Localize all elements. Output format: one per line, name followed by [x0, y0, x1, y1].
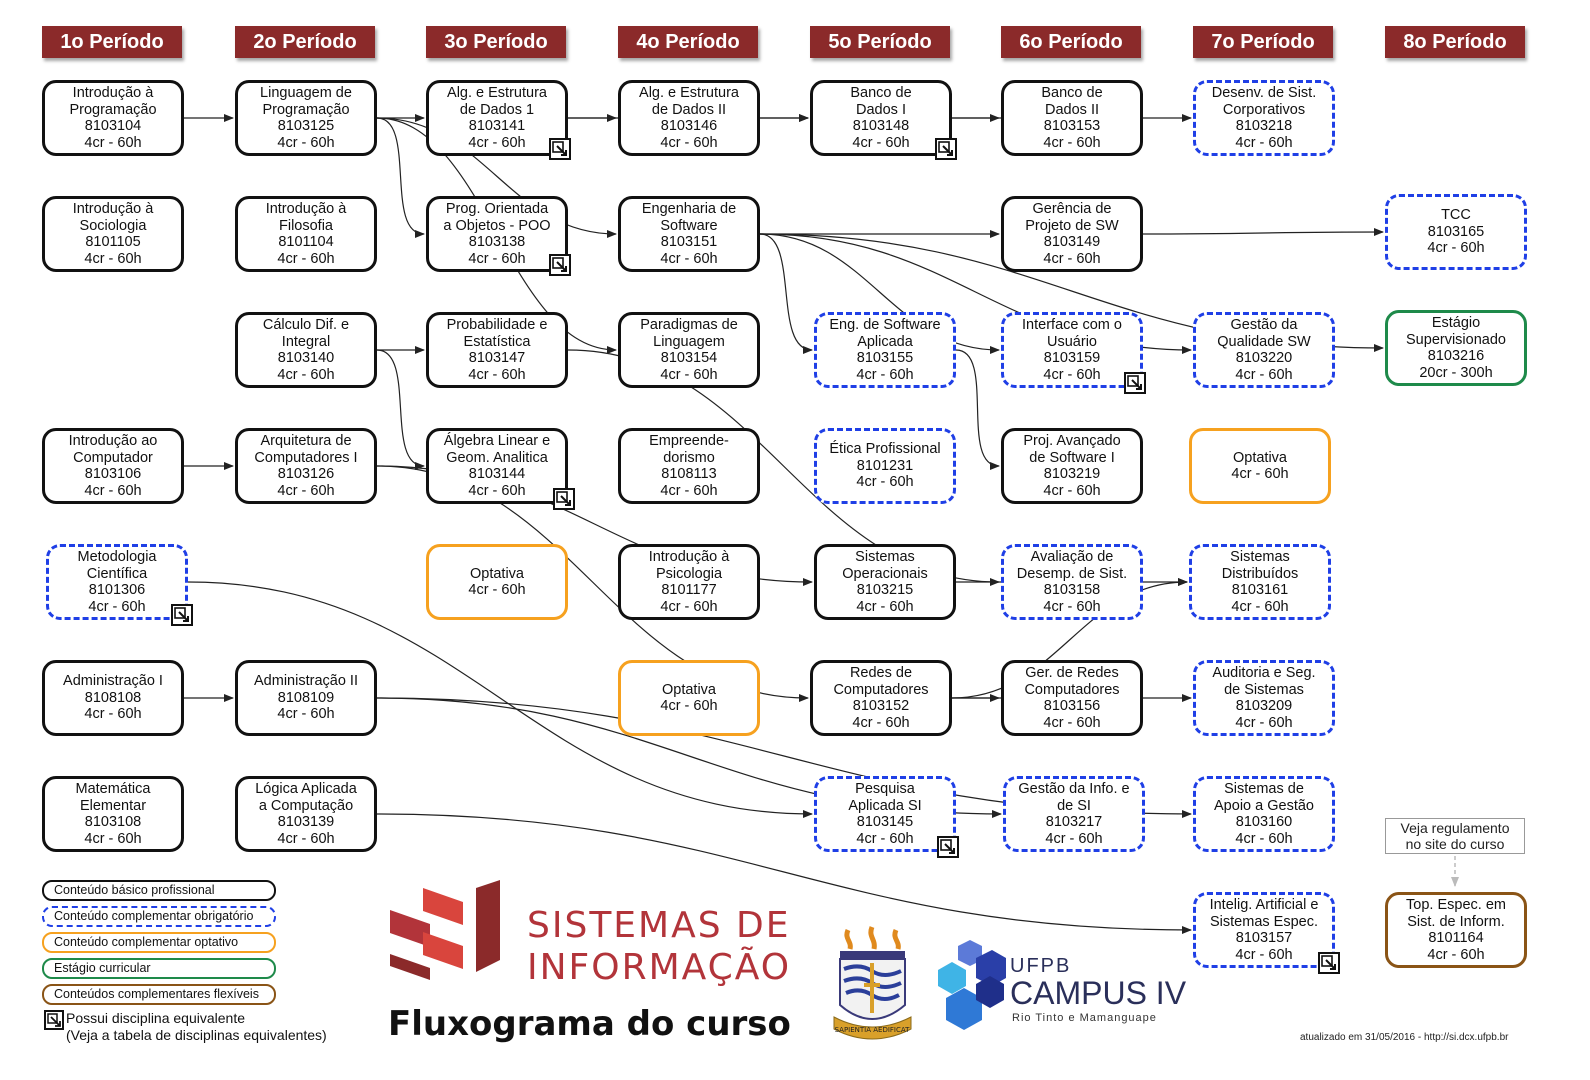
campus-subtitle: Rio Tinto e Mamanguape [1012, 1012, 1157, 1024]
course-label: Alg. e Estrutura de Dados II 8103146 4cr - 60h [639, 85, 739, 151]
course-8103108[interactable] [42, 776, 184, 852]
campus-ufpb: UFPB [1010, 955, 1072, 977]
course-8103139[interactable] [235, 776, 377, 852]
prerequisite-edge [377, 118, 424, 234]
course-8103149[interactable] [1001, 196, 1143, 272]
course-label: Sistemas Operacionais 8103215 4cr - 60h [842, 549, 928, 615]
equivalence-glyph [173, 606, 191, 624]
equivalence-icon [935, 138, 957, 160]
course-label: Optativa 4cr - 60h [1231, 449, 1289, 482]
course-8103154[interactable] [618, 312, 760, 388]
course-label: Probabilidade e Estatística 8103147 4cr - 60h [446, 317, 548, 383]
legend-flexible: Conteúdos complementares flexíveis [42, 984, 276, 1005]
course-8103219[interactable] [1001, 428, 1143, 504]
course-8103144[interactable] [426, 428, 568, 504]
course-8103152[interactable] [810, 660, 952, 736]
course-label: Lógica Aplicada a Computação 8103139 4cr - 60h [255, 781, 357, 847]
updated-footer: atualizado em 31/05/2016 - http://si.dcx.ufpb.br [1300, 1032, 1509, 1043]
course-label: Pesquisa Aplicada SI 8103145 4cr - 60h [848, 781, 922, 847]
period-header-5: 5o Período [810, 26, 950, 58]
brand-name-line2: INFORMAÇÃO [527, 947, 792, 988]
course-8108113[interactable] [618, 428, 760, 504]
course-8103165[interactable] [1385, 194, 1527, 270]
equivalence-glyph [1126, 374, 1144, 392]
course-label: Introdução ao Computador 8103106 4cr - 60h [68, 433, 158, 499]
period-header-1: 1o Período [42, 26, 182, 58]
course-8101231[interactable] [814, 428, 956, 504]
course-8103141[interactable] [426, 80, 568, 156]
course-8103217[interactable] [1003, 776, 1145, 852]
course-label: Estágio Supervisionado 8103216 20cr - 300h [1406, 315, 1506, 381]
equivalence-icon [553, 488, 575, 510]
course-label: Gestão da Info. e de SI 8103217 4cr - 60h [1018, 781, 1130, 847]
course-label: Administração II 8108109 4cr - 60h [254, 673, 358, 723]
course-8103161[interactable] [1189, 544, 1331, 620]
course-label: Intelig. Artificial e Sistemas Espec. 8103157 4cr - 60h [1209, 897, 1319, 963]
course-label: Interface com o Usuário 8103159 4cr - 60h [1022, 317, 1122, 383]
course-8103104[interactable] [42, 80, 184, 156]
course-8103125[interactable] [235, 80, 377, 156]
course-label: Top. Espec. em Sist. de Inform. 8101164 4cr - 60h [1406, 897, 1506, 963]
campus-iv-logo-icon [936, 940, 1008, 1035]
course-optativa-3[interactable] [426, 544, 568, 620]
legend-basic: Conteúdo básico profissional [42, 880, 276, 901]
course-label: Redes de Computadores 8103152 4cr - 60h [833, 665, 929, 731]
course-8101105[interactable] [42, 196, 184, 272]
period-header-2: 2o Período [235, 26, 375, 58]
period-header-3: 3o Período [426, 26, 566, 58]
legend-note-line2: (Veja a tabela de disciplinas equivalentes) [66, 1027, 327, 1043]
legend-complementary: Conteúdo complementar obrigatório [42, 906, 276, 927]
ufpb-seal-icon [830, 925, 915, 1050]
course-label: Ética Profissional 8101231 4cr - 60h [829, 441, 941, 491]
course-8103220[interactable] [1193, 312, 1335, 388]
course-label: Avaliação de Desemp. de Sist. 8103158 4cr - 60h [1016, 549, 1128, 615]
equivalence-glyph [551, 256, 569, 274]
prerequisite-edge [377, 350, 424, 466]
course-8101306[interactable] [46, 544, 188, 620]
campus-name: CAMPUS IV [1010, 975, 1187, 1011]
course-8101104[interactable] [235, 196, 377, 272]
course-label: Banco de Dados II 8103153 4cr - 60h [1041, 85, 1103, 151]
equivalence-icon [171, 604, 193, 626]
course-8103218[interactable] [1193, 80, 1335, 156]
course-optativa-7[interactable] [1189, 428, 1331, 504]
si-logo-icon [388, 880, 518, 990]
prerequisite-edge [760, 234, 812, 350]
course-8103159[interactable] [1001, 312, 1143, 388]
course-8103158[interactable] [1001, 544, 1143, 620]
course-label: Banco de Dados I 8103148 4cr - 60h [850, 85, 912, 151]
course-label: Paradigmas de Linguagem 8103154 4cr - 60h [640, 317, 738, 383]
course-label: Matemática Elementar 8103108 4cr - 60h [75, 781, 151, 847]
course-label: Arquitetura de Computadores I 8103126 4cr - 60h [254, 433, 358, 499]
course-label: Optativa 4cr - 60h [660, 681, 718, 714]
equivalence-glyph [555, 490, 573, 508]
period-header-4: 4o Período [618, 26, 758, 58]
equivalence-glyph [937, 140, 955, 158]
course-label: Prog. Orientada a Objetos - POO 8103138 4cr - 60h [443, 201, 551, 267]
course-label: Introdução à Filosofia 8101104 4cr - 60h [265, 201, 347, 267]
course-optativa-4[interactable] [618, 660, 760, 736]
course-label: Linguagem de Programação 8103125 4cr - 60h [260, 85, 352, 151]
course-label: Gerência de Projeto de SW 8103149 4cr - 60h [1025, 201, 1119, 267]
course-8103215[interactable] [814, 544, 956, 620]
course-label: Auditoria e Seg. de Sistemas 8103209 4cr - 60h [1212, 665, 1316, 731]
course-label: Ger. de Redes Computadores 8103156 4cr - 60h [1024, 665, 1120, 731]
course-8103155[interactable] [814, 312, 956, 388]
course-label: Sistemas Distribuídos 8103161 4cr - 60h [1221, 549, 1299, 615]
course-label: Introdução à Sociologia 8101105 4cr - 60h [72, 201, 154, 267]
legend-note-line1: Possui disciplina equivalente [66, 1010, 245, 1026]
course-8103106[interactable] [42, 428, 184, 504]
course-label: Desenv. de Sist. Corporativos 8103218 4cr - 60h [1211, 85, 1317, 151]
page-subtitle: Fluxograma do curso [388, 1004, 791, 1044]
course-label: Cálculo Dif. e Integral 8103140 4cr - 60h [262, 317, 350, 383]
prerequisite-edge [1143, 232, 1383, 234]
brand-name-line1: SISTEMAS DE [527, 905, 791, 946]
period-header-6: 6o Período [1001, 26, 1141, 58]
legend-internship: Estágio curricular [42, 958, 276, 979]
course-8108108[interactable] [42, 660, 184, 736]
course-label: Optativa 4cr - 60h [468, 565, 526, 598]
course-label: Eng. de Software Aplicada 8103155 4cr - 60h [829, 317, 941, 383]
course-label: Alg. e Estrutura de Dados 1 8103141 4cr - 60h [447, 85, 547, 151]
course-8103140[interactable] [235, 312, 377, 388]
equivalence-icon [549, 138, 571, 160]
course-8101164[interactable] [1385, 892, 1527, 968]
equivalence-glyph [551, 140, 569, 158]
course-label: Sistemas de Apoio a Gestão 8103160 4cr - 60h [1214, 781, 1314, 847]
course-8103145[interactable] [814, 776, 956, 852]
course-8103147[interactable] [426, 312, 568, 388]
course-8103138[interactable] [426, 196, 568, 272]
course-label: Metodologia Científica 8101306 4cr - 60h [77, 549, 157, 615]
period-header-8: 8o Período [1385, 26, 1525, 58]
course-8103156[interactable] [1001, 660, 1143, 736]
course-label: TCC 8103165 4cr - 60h [1427, 207, 1485, 257]
equivalence-glyph [1320, 954, 1338, 972]
course-8103151[interactable] [618, 196, 760, 272]
course-label: Engenharia de Software 8103151 4cr - 60h [641, 201, 737, 267]
course-8103216[interactable] [1385, 310, 1527, 386]
course-8103153[interactable] [1001, 80, 1143, 156]
course-8103126[interactable] [235, 428, 377, 504]
regulation-note: Veja regulamento no site do curso [1385, 818, 1525, 854]
prerequisite-edge [956, 350, 999, 466]
course-label: Gestão da Qualidade SW 8103220 4cr - 60h [1217, 317, 1311, 383]
legend-optional: Conteúdo complementar optativo [42, 932, 276, 953]
period-header-7: 7o Período [1193, 26, 1333, 58]
course-8103209[interactable] [1193, 660, 1335, 736]
equivalence-icon [1318, 952, 1340, 974]
equivalence-icon [1124, 372, 1146, 394]
course-label: Administração I 8108108 4cr - 60h [63, 673, 163, 723]
equivalence-icon [549, 254, 571, 276]
course-label: Álgebra Linear e Geom. Analitica 8103144 4cr - 60h [443, 433, 551, 499]
seal-motto: SAPIENTIA AEDIFICAT [834, 1026, 910, 1034]
course-label: Introdução à Programação 8103104 4cr - 60h [69, 85, 157, 151]
brand-name [527, 905, 791, 989]
course-8103148[interactable] [810, 80, 952, 156]
course-label: Empreende- dorismo 8108113 4cr - 60h [649, 433, 729, 499]
legend-equivalence-note [42, 1010, 327, 1044]
course-8103160[interactable] [1193, 776, 1335, 852]
equivalence-glyph [939, 838, 957, 856]
course-8103146[interactable] [618, 80, 760, 156]
course-8108109[interactable] [235, 660, 377, 736]
course-label: Introdução à Psicologia 8101177 4cr - 60h [648, 549, 730, 615]
equivalence-icon [937, 836, 959, 858]
course-8103157[interactable] [1193, 892, 1335, 968]
course-label: Proj. Avançado de Software I 8103219 4cr - 60h [1023, 433, 1121, 499]
course-8101177[interactable] [618, 544, 760, 620]
